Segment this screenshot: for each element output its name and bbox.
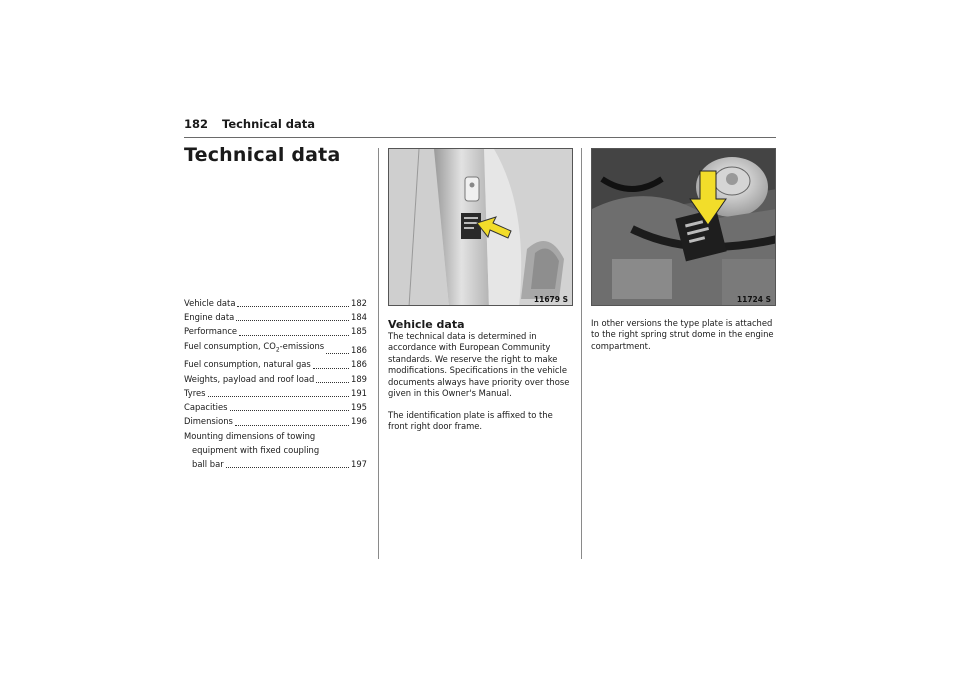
toc-leader bbox=[313, 368, 349, 369]
toc-item-label-line: equipment with fixed coupling bbox=[192, 444, 320, 455]
toc-item[interactable] bbox=[184, 357, 366, 371]
table-of-contents bbox=[184, 296, 366, 471]
column-divider-left bbox=[378, 148, 379, 559]
toc-item-label: Fuel consumption, natural gas bbox=[184, 359, 311, 370]
page-number: 182 bbox=[184, 117, 209, 131]
toc-item-page: 191 bbox=[351, 387, 367, 398]
door-frame-figure bbox=[388, 148, 573, 306]
toc-item-label: Tyres bbox=[184, 387, 206, 398]
toc-leader bbox=[208, 396, 349, 397]
text-line: documents always have priority over those bbox=[388, 376, 570, 387]
column-divider-right bbox=[581, 148, 582, 559]
toc-item-label: Dimensions bbox=[184, 416, 233, 427]
toc-item-label-suffix: -emissions bbox=[279, 340, 325, 351]
toc-item-page: 186 bbox=[351, 345, 367, 356]
toc-item-label: Vehicle data bbox=[184, 298, 236, 308]
toc-item-page: 197 bbox=[351, 458, 367, 469]
toc-item-label: Engine data bbox=[184, 312, 235, 323]
text-line: modifications. Specifications in the vehicle bbox=[388, 365, 567, 376]
toc-item-subscript: 2 bbox=[275, 346, 280, 354]
text-line: standards. We reserve the right to make bbox=[388, 353, 558, 364]
engine-bay-illustration bbox=[592, 149, 776, 306]
header-rule bbox=[184, 137, 776, 138]
toc-leader bbox=[326, 353, 349, 354]
toc-item[interactable] bbox=[184, 386, 366, 400]
type-plate-paragraph bbox=[591, 318, 774, 352]
toc-leader bbox=[236, 320, 349, 321]
toc-item-page: 196 bbox=[351, 416, 367, 427]
toc-leader bbox=[230, 410, 350, 411]
toc-item[interactable] bbox=[184, 429, 366, 472]
text-line: to the right spring strut dome in the engine bbox=[591, 329, 774, 340]
toc-item-label: Weights, payload and roof load bbox=[184, 373, 315, 384]
toc-item-page: 189 bbox=[351, 373, 367, 384]
toc-item-label-main: Fuel consumption, CO bbox=[184, 340, 276, 351]
toc-item-page: 182 bbox=[351, 298, 367, 308]
toc-leader bbox=[237, 306, 349, 307]
text-line: compartment. bbox=[591, 340, 651, 351]
toc-item-page: 185 bbox=[351, 326, 367, 337]
toc-leader bbox=[316, 382, 349, 383]
text-line: front right door frame. bbox=[388, 421, 483, 432]
toc-item-label: Performance bbox=[184, 326, 238, 337]
toc-item-label bbox=[184, 339, 324, 358]
toc-item-label: Capacities bbox=[184, 402, 228, 413]
toc-item[interactable] bbox=[184, 324, 366, 338]
figure-code: 11679 S bbox=[533, 295, 568, 304]
toc-leader bbox=[226, 467, 349, 468]
section-title: Technical data bbox=[184, 144, 341, 166]
text-line: given in this Owner's Manual. bbox=[388, 388, 512, 399]
vehicle-data-heading: Vehicle data bbox=[388, 318, 465, 331]
vehicle-data-paragraph-1 bbox=[388, 331, 569, 399]
toc-item-page: 186 bbox=[351, 359, 367, 370]
toc-leader bbox=[235, 425, 349, 426]
door-frame-illustration bbox=[389, 149, 573, 306]
toc-item[interactable] bbox=[184, 400, 366, 414]
vehicle-data-paragraph-2 bbox=[388, 410, 553, 433]
toc-item[interactable] bbox=[184, 414, 366, 428]
toc-leader bbox=[239, 335, 349, 336]
toc-item[interactable] bbox=[184, 339, 366, 358]
text-line: The identification plate is affixed to the bbox=[388, 410, 553, 420]
toc-item-page: 195 bbox=[351, 402, 367, 413]
text-line: The technical data is determined in bbox=[388, 331, 537, 341]
figure-code: 11724 S bbox=[736, 295, 771, 304]
toc-item[interactable] bbox=[184, 310, 366, 324]
engine-bay-figure bbox=[591, 148, 776, 306]
toc-item-label-line: Mounting dimensions of towing bbox=[184, 430, 316, 441]
text-line: accordance with European Community bbox=[388, 342, 551, 353]
toc-item-label-line: ball bar bbox=[192, 458, 224, 469]
text-line: In other versions the type plate is attached bbox=[591, 318, 773, 328]
toc-item[interactable] bbox=[184, 296, 366, 310]
toc-item[interactable] bbox=[184, 372, 366, 386]
running-header-title: Technical data bbox=[222, 117, 316, 131]
toc-item-page: 184 bbox=[351, 312, 367, 323]
